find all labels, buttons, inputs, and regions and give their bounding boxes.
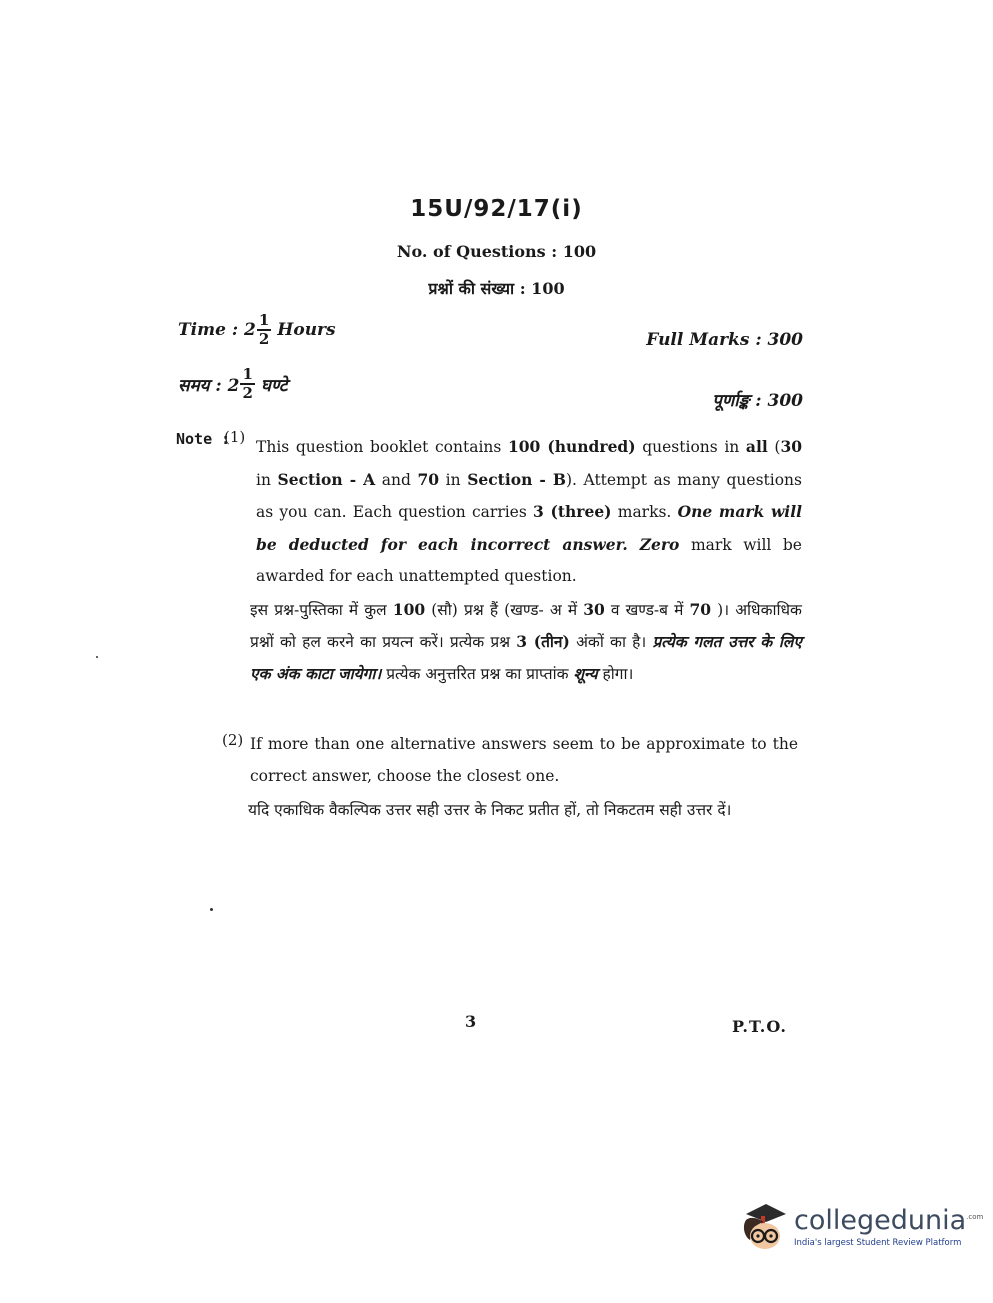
time-label-hindi: समय : 2	[178, 375, 240, 396]
time-allowed	[178, 312, 336, 348]
scan-speck	[210, 908, 213, 911]
time-fraction-denominator-hindi: 2	[242, 384, 253, 402]
note-item-2-number: (2)	[222, 731, 244, 749]
pto-label: P.T.O.	[732, 1017, 787, 1036]
note-item-2-hindi: यदि एकाधिक वैकल्पिक उत्तर सही उत्तर के निकट प्रतीत हों, तो निकटतम सही उत्तर दें।	[248, 801, 732, 819]
student-mascot-icon	[738, 1196, 790, 1254]
time-fraction-hindi	[240, 366, 254, 402]
questions-count-hindi: प्रश्नों की संख्या : 100	[428, 279, 565, 298]
full-marks: Full Marks : 300	[646, 330, 803, 350]
brand-name: collegedunia	[794, 1205, 967, 1236]
full-marks-hindi: पूर्णाङ्क : 300	[712, 391, 803, 411]
time-fraction-numerator-hindi: 1	[242, 365, 253, 383]
note-item-1-number: (1)	[224, 428, 246, 446]
time-label: Time : 2	[178, 320, 256, 340]
time-fraction-numerator: 1	[258, 311, 270, 329]
time-unit: Hours	[277, 320, 336, 340]
note-item-1-hindi: इस प्रश्न-पुस्तिका में कुल 100 (सौ) प्रश्न हैं (खण्ड- अ में 30 व खण्ड-ब में 70 )। अधिकाधिक प्रश्नों को हल करने का प्रयत्न करें। प्रत्येक प्रश्न 3 (तीन) अंकों का है। प्रत्येक गलत उत्तर के लिए एक अंक काटा जायेगा। प्रत्येक अनुत्तरित प्रश्न का प्राप्तांक शून्य होगा।	[250, 600, 802, 683]
page-number: 3	[465, 1012, 477, 1031]
brand-superscript: .com	[966, 1213, 984, 1221]
time-unit-hindi: घण्टे	[260, 375, 288, 396]
questions-count: No. of Questions : 100	[396, 242, 597, 261]
note-item-2-english: If more than one alternative answers seem to be approximate to the correct answer, choose the closest one.	[250, 735, 798, 785]
collegedunia-watermark	[738, 1196, 983, 1254]
paper-code: 15U/92/17(i)	[410, 196, 583, 222]
time-allowed-hindi	[178, 366, 287, 402]
brand-tagline: India's largest Student Review Platform	[794, 1238, 962, 1248]
time-fraction	[257, 312, 271, 348]
note-item-1-english: This question booklet contains 100 (hundred) questions in all (30 in Section - A and 70 in Section - B). Attempt as many questions as you can. Each question carries 3 (three) marks. One mark will be deducted for each incorrect answer. Zero mark will be awarded for each unattempted question.	[256, 437, 803, 585]
note-label: Note :	[176, 430, 231, 448]
time-fraction-denominator: 2	[258, 330, 270, 348]
scan-speck	[96, 656, 98, 658]
